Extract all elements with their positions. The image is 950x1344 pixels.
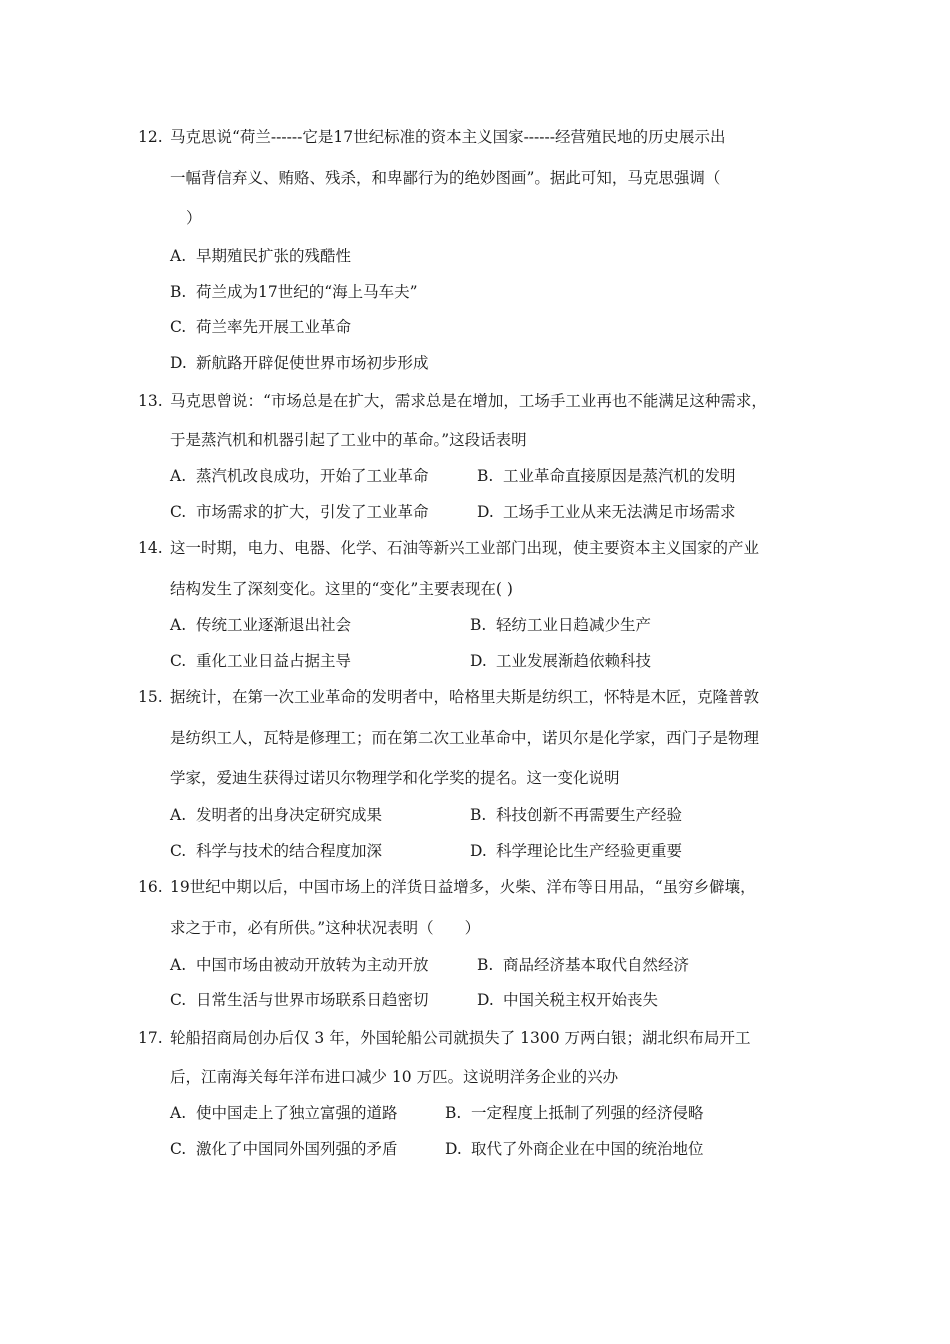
question-15-text-line-3: 学家，爱迪生获得过诺贝尔物理学和化学奖的提名。这一变化说明 bbox=[170, 769, 620, 787]
question-16-number: 16. bbox=[138, 878, 163, 896]
option-text: 工业革命直接原因是蒸汽机的发明 bbox=[503, 467, 736, 485]
question-17-option-d[interactable] bbox=[445, 1139, 704, 1159]
option-text: 工场手工业从来无法满足市场需求 bbox=[503, 503, 736, 521]
question-17-text-line-1: 轮船招商局创办后仅 3 年，外国轮船公司就损失了 1300 万两白银；湖北织布局开工 bbox=[170, 1029, 751, 1047]
option-letter: C. bbox=[170, 318, 187, 336]
question-16-option-d[interactable] bbox=[477, 990, 658, 1010]
question-12-text-line-3: ） bbox=[186, 209, 202, 227]
question-17-option-c[interactable] bbox=[170, 1139, 398, 1159]
question-16-option-c[interactable] bbox=[170, 990, 429, 1010]
question-12-number: 12. bbox=[138, 128, 163, 146]
question-12-option-a[interactable] bbox=[170, 246, 351, 266]
question-13-text-line-2: 于是蒸汽机和机器引起了工业中的革命。”这段话表明 bbox=[170, 431, 527, 449]
question-14-text-line-1: 这一时期，电力、电器、化学、石油等新兴工业部门出现，使主要资本主义国家的产业 bbox=[170, 539, 760, 557]
option-text: 一定程度上抵制了列强的经济侵略 bbox=[471, 1104, 704, 1122]
question-15-text-line-1: 据统计，在第一次工业革命的发明者中，哈格里夫斯是纺织工，怀特是木匠，克隆普敦 bbox=[170, 688, 760, 706]
question-13-option-d[interactable] bbox=[477, 502, 736, 522]
option-text: 市场需求的扩大，引发了工业革命 bbox=[196, 503, 429, 521]
option-text: 科技创新不再需要生产经验 bbox=[496, 806, 683, 824]
question-13-option-a[interactable] bbox=[170, 466, 429, 486]
option-letter: C. bbox=[170, 503, 187, 521]
question-16-option-b[interactable] bbox=[477, 955, 689, 975]
question-17-option-a[interactable] bbox=[170, 1103, 398, 1123]
option-letter: D. bbox=[477, 991, 494, 1009]
option-text: 荷兰成为17世纪的“海上马车夫” bbox=[196, 283, 418, 301]
option-letter: D. bbox=[170, 354, 187, 372]
question-13-text-line-1: 马克思曾说：“市场总是在扩大，需求总是在增加，工场手工业再也不能满足这种需求， bbox=[170, 392, 767, 410]
option-letter: A. bbox=[170, 1104, 187, 1122]
option-letter: D. bbox=[470, 652, 487, 670]
option-letter: B. bbox=[170, 283, 187, 301]
question-15-option-c[interactable] bbox=[170, 841, 382, 861]
option-text: 日常生活与世界市场联系日趋密切 bbox=[196, 991, 429, 1009]
question-13-option-c[interactable] bbox=[170, 502, 429, 522]
question-14-option-c[interactable] bbox=[170, 651, 351, 671]
option-text: 发明者的出身决定研究成果 bbox=[196, 806, 383, 824]
question-17-number: 17. bbox=[138, 1029, 163, 1047]
question-17-text-line-2: 后，江南海关每年洋布进口减少 10 万匹。这说明洋务企业的兴办 bbox=[170, 1068, 619, 1086]
question-15-number: 15. bbox=[138, 688, 163, 706]
option-text: 取代了外商企业在中国的统治地位 bbox=[471, 1140, 704, 1158]
question-16-option-a[interactable] bbox=[170, 955, 429, 975]
question-16-text-line-1: 19世纪中期以后，中国市场上的洋货日益增多，火柴、洋布等日用品，“虽穷乡僻壤， bbox=[170, 878, 756, 896]
option-letter: B. bbox=[470, 616, 487, 634]
question-12-option-b[interactable] bbox=[170, 282, 418, 302]
question-14-option-a[interactable] bbox=[170, 615, 351, 635]
option-text: 激化了中国同外国列强的矛盾 bbox=[196, 1140, 398, 1158]
option-letter: D. bbox=[445, 1140, 462, 1158]
question-14-option-d[interactable] bbox=[470, 651, 651, 671]
question-12-option-c[interactable] bbox=[170, 317, 351, 337]
option-text: 荷兰率先开展工业革命 bbox=[196, 318, 352, 336]
option-letter: B. bbox=[445, 1104, 462, 1122]
option-letter: B. bbox=[470, 806, 487, 824]
question-12-text-line-2: 一幅背信弃义、贿赂、残杀，和卑鄙行为的绝妙图画”。据此可知，马克思强调（ bbox=[170, 169, 721, 187]
option-letter: D. bbox=[470, 842, 487, 860]
question-15-option-d[interactable] bbox=[470, 841, 682, 861]
option-text: 科学理论比生产经验更重要 bbox=[496, 842, 683, 860]
option-letter: A. bbox=[170, 467, 187, 485]
option-letter: D. bbox=[477, 503, 494, 521]
option-letter: A. bbox=[170, 616, 187, 634]
option-text: 中国关税主权开始丧失 bbox=[503, 991, 659, 1009]
option-text: 重化工业日益占据主导 bbox=[196, 652, 352, 670]
option-text: 新航路开辟促使世界市场初步形成 bbox=[196, 354, 429, 372]
question-13-number: 13. bbox=[138, 392, 163, 410]
question-17-option-b[interactable] bbox=[445, 1103, 704, 1123]
question-15-option-a[interactable] bbox=[170, 805, 382, 825]
option-letter: B. bbox=[477, 956, 494, 974]
question-13-option-b[interactable] bbox=[477, 466, 736, 486]
option-text: 传统工业逐渐退出社会 bbox=[196, 616, 352, 634]
option-text: 科学与技术的结合程度加深 bbox=[196, 842, 383, 860]
option-text: 轻纺工业日趋减少生产 bbox=[496, 616, 652, 634]
option-text: 中国市场由被动开放转为主动开放 bbox=[196, 956, 429, 974]
option-text: 蒸汽机改良成功，开始了工业革命 bbox=[196, 467, 429, 485]
option-letter: A. bbox=[170, 806, 187, 824]
question-15-text-line-2: 是纺织工人，瓦特是修理工；而在第二次工业革命中，诺贝尔是化学家，西门子是物理 bbox=[170, 729, 760, 747]
option-letter: C. bbox=[170, 842, 187, 860]
question-14-option-b[interactable] bbox=[470, 615, 651, 635]
question-12-text-line-1: 马克思说“荷兰------它是17世纪标准的资本主义国家------经营殖民地的历史展示出 bbox=[170, 128, 726, 146]
question-14-number: 14. bbox=[138, 539, 163, 557]
option-letter: A. bbox=[170, 247, 187, 265]
question-12-option-d[interactable] bbox=[170, 353, 429, 373]
question-15-option-b[interactable] bbox=[470, 805, 682, 825]
option-text: 工业发展渐趋依赖科技 bbox=[496, 652, 652, 670]
option-letter: C. bbox=[170, 652, 187, 670]
option-letter: A. bbox=[170, 956, 187, 974]
option-letter: C. bbox=[170, 991, 187, 1009]
option-text: 使中国走上了独立富强的道路 bbox=[196, 1104, 398, 1122]
option-text: 商品经济基本取代自然经济 bbox=[503, 956, 690, 974]
option-letter: C. bbox=[170, 1140, 187, 1158]
option-text: 早期殖民扩张的残酷性 bbox=[196, 247, 352, 265]
question-16-text-line-2: 求之于市，必有所供。”这种状况表明（ ） bbox=[170, 919, 481, 937]
option-letter: B. bbox=[477, 467, 494, 485]
question-14-text-line-2: 结构发生了深刻变化。这里的“变化”主要表现在( ) bbox=[170, 580, 513, 598]
